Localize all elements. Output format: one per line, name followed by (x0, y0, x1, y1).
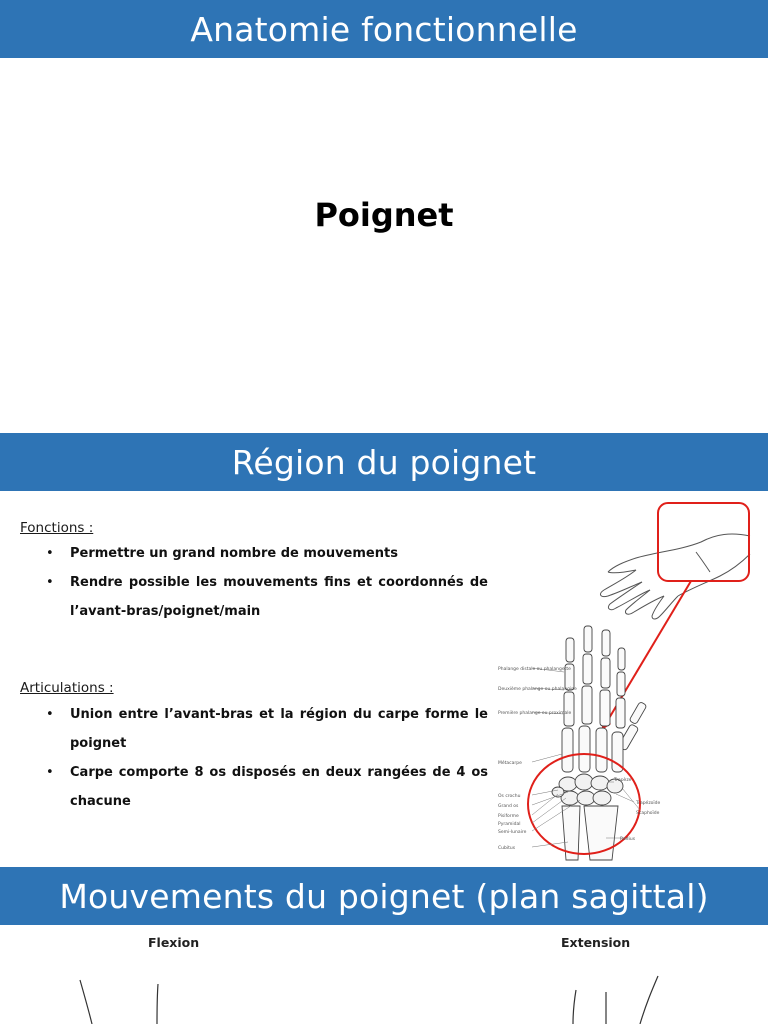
extension-figure (540, 970, 680, 1024)
figure-label: Cubitus (498, 846, 516, 851)
wrist-highlight-box (658, 503, 749, 581)
figure-label: Semi-lunaire (498, 830, 527, 835)
figure-label: Pisiforme (498, 814, 519, 819)
figure-label: Phalange distale ou phalangette (498, 667, 571, 672)
flexion-label: Flexion (148, 935, 200, 950)
figure-label: Scaphoïde (636, 811, 660, 816)
figure-label: Trapèze (614, 778, 632, 783)
figure-label: Trapézoïde (636, 801, 661, 806)
figure-label: Grand os (498, 804, 519, 809)
flexion-figure (60, 970, 220, 1024)
slide1-banner (0, 0, 768, 58)
slide3-banner (0, 867, 768, 925)
slide2-banner (0, 433, 768, 491)
slide1-title: Poignet (314, 196, 454, 234)
slide3-banner-title: Mouvements du poignet (plan sagittal) (59, 876, 709, 916)
hand-wrist-figure (496, 492, 768, 862)
articulations-list (46, 700, 488, 816)
figure-label: Première phalange ou proximale (498, 711, 572, 716)
fonctions-item: • Rendre possible les mouvements fins et coordonnés de l’avant-bras/poignet/main (46, 568, 488, 626)
fonctions-heading: Fonctions : (20, 520, 94, 536)
articulations-item: • Carpe comporte 8 os disposés en deux rangées de 4 os chacune (46, 758, 488, 816)
figure-label: Radius (620, 837, 636, 842)
articulations-heading: Articulations : (20, 680, 114, 696)
slide1-banner-title: Anatomie fonctionnelle (190, 9, 578, 49)
extension-label: Extension (561, 935, 631, 950)
fonctions-item: • Permettre un grand nombre de mouvements (46, 539, 488, 568)
fonctions-list (46, 539, 488, 626)
figure-label: Pyramidal (498, 822, 521, 827)
highlight-arrow (602, 581, 691, 730)
hand-skeleton (562, 626, 647, 772)
figure-label: Métacarpe (498, 761, 522, 766)
articulations-item: • Union entre l’avant-bras et la région du carpe forme le poignet (46, 700, 488, 758)
figure-label: Os crochu (498, 794, 521, 799)
figure-label: Deuxième phalange ou phalangine (498, 687, 577, 692)
slide2-banner-title: Région du poignet (231, 442, 537, 482)
